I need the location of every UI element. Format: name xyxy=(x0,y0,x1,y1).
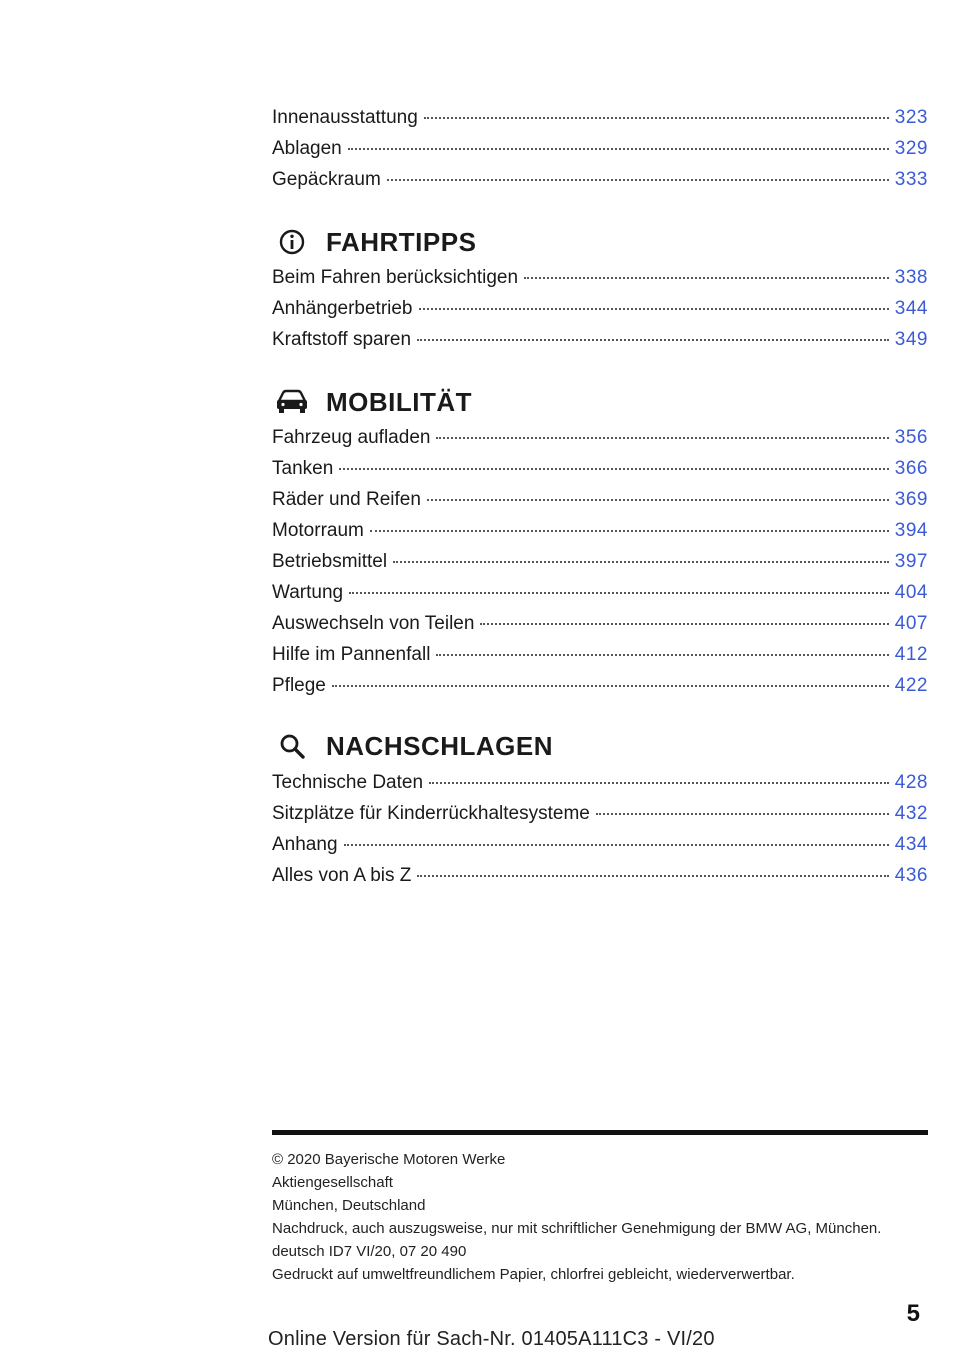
leader-dots xyxy=(419,308,889,310)
leader-dots xyxy=(417,875,888,877)
section-title: MOBILITÄT xyxy=(326,386,473,417)
toc-entry-page-link[interactable]: 333 xyxy=(894,169,928,190)
toc-entry-page-link[interactable]: 344 xyxy=(894,298,928,319)
toc-entry[interactable] xyxy=(272,324,928,355)
toc-section-fahrtipps xyxy=(272,262,928,355)
leader-dots xyxy=(387,179,889,181)
toc-entry-page-link[interactable]: 356 xyxy=(894,427,928,448)
toc-entry-page-link[interactable]: 404 xyxy=(894,582,928,603)
leader-dots xyxy=(429,782,889,784)
section-title: FAHRTIPPS xyxy=(326,226,477,257)
imprint-line: Gedruckt auf umweltfreundlichem Papier, chlorfrei gebleicht, wiederverwertbar. xyxy=(272,1266,795,1283)
toc-entry[interactable] xyxy=(272,262,928,293)
toc-entry-label: Sitzplätze für Kinderrückhaltesysteme xyxy=(272,803,590,824)
imprint xyxy=(272,1148,928,1286)
toc-entry-page-link[interactable]: 436 xyxy=(894,865,928,886)
toc-entry[interactable] xyxy=(272,102,928,133)
toc-entry-label: Betriebsmittel xyxy=(272,551,388,572)
toc-entry[interactable] xyxy=(272,164,928,195)
leader-dots xyxy=(480,623,888,625)
section-heading-fahrtipps xyxy=(272,222,476,262)
toc-top xyxy=(272,102,928,195)
imprint-line: Aktiengesellschaft xyxy=(272,1174,393,1191)
toc-entry-label: Motorraum xyxy=(272,520,364,541)
toc-entry[interactable] xyxy=(272,829,928,860)
toc-entry-label: Tanken xyxy=(272,458,334,479)
search-icon xyxy=(272,726,312,766)
toc-entry-page-link[interactable]: 338 xyxy=(894,267,928,288)
toc-entry-page-link[interactable]: 323 xyxy=(894,107,928,128)
section-heading-mobilitaet xyxy=(272,382,472,422)
toc-entry-page-link[interactable]: 366 xyxy=(894,458,928,479)
toc-entry-page-link[interactable]: 329 xyxy=(894,138,928,159)
section-title: NACHSCHLAGEN xyxy=(326,730,553,761)
leader-dots xyxy=(524,277,889,279)
toc-entry-page-link[interactable]: 434 xyxy=(894,834,928,855)
toc-entry-label: Räder und Reifen xyxy=(272,489,421,510)
toc-entry-page-link[interactable]: 349 xyxy=(894,329,928,350)
toc-entry-label: Ablagen xyxy=(272,138,342,159)
leader-dots xyxy=(393,561,889,563)
toc-entry-page-link[interactable]: 428 xyxy=(894,772,928,793)
footer-version: Online Version für Sach-Nr. 01405A111C3 - VI/20 xyxy=(268,1328,715,1350)
toc-entry[interactable] xyxy=(272,293,928,324)
toc-entry-label: Technische Daten xyxy=(272,772,424,793)
toc-entry-label: Fahrzeug aufladen xyxy=(272,427,431,448)
toc-entry-label: Anhang xyxy=(272,834,338,855)
toc-entry[interactable] xyxy=(272,422,928,453)
leader-dots xyxy=(344,844,889,846)
toc-entry-label: Beim Fahren berücksichtigen xyxy=(272,267,519,288)
info-circle-icon xyxy=(272,222,312,262)
toc-entry-page-link[interactable]: 407 xyxy=(894,613,928,634)
imprint-divider xyxy=(272,1130,928,1135)
toc-entry[interactable] xyxy=(272,767,928,798)
leader-dots xyxy=(370,530,889,532)
toc-section-nachschlagen xyxy=(272,767,928,891)
imprint-line: Nachdruck, auch auszugsweise, nur mit schriftlicher Genehmigung der BMW AG, München. xyxy=(272,1220,882,1237)
toc-entry-label: Alles von A bis Z xyxy=(272,865,412,886)
section-heading-nachschlagen xyxy=(272,726,553,766)
toc-entry-page-link[interactable]: 432 xyxy=(894,803,928,824)
imprint-line: © 2020 Bayerische Motoren Werke xyxy=(272,1151,506,1168)
toc-entry-page-link[interactable]: 397 xyxy=(894,551,928,572)
leader-dots xyxy=(332,685,889,687)
toc-entry-label: Gepäckraum xyxy=(272,169,381,190)
imprint-line: deutsch ID7 VI/20, 07 20 490 xyxy=(272,1243,467,1260)
toc-entry[interactable] xyxy=(272,577,928,608)
toc-entry[interactable] xyxy=(272,608,928,639)
toc-entry-page-link[interactable]: 369 xyxy=(894,489,928,510)
toc-entry-page-link[interactable]: 394 xyxy=(894,520,928,541)
toc-entry[interactable] xyxy=(272,798,928,829)
toc-entry[interactable] xyxy=(272,860,928,891)
toc-entry-label: Wartung xyxy=(272,582,344,603)
toc-entry-label: Kraftstoff sparen xyxy=(272,329,412,350)
toc-entry-page-link[interactable]: 412 xyxy=(894,644,928,665)
toc-entry[interactable] xyxy=(272,639,928,670)
toc-section-mobilitaet xyxy=(272,422,928,701)
toc-entry[interactable] xyxy=(272,133,928,164)
leader-dots xyxy=(348,148,889,150)
toc-entry[interactable] xyxy=(272,484,928,515)
toc-entry-label: Anhängerbetrieb xyxy=(272,298,413,319)
leader-dots xyxy=(349,592,889,594)
imprint-line: München, Deutschland xyxy=(272,1197,426,1214)
toc-entry-label: Innenausstattung xyxy=(272,107,418,128)
toc-entry-label: Pflege xyxy=(272,675,326,696)
toc-entry[interactable] xyxy=(272,453,928,484)
toc-entry-page-link[interactable]: 422 xyxy=(894,675,928,696)
page-number: 5 xyxy=(906,1300,920,1327)
toc-entry[interactable] xyxy=(272,515,928,546)
car-icon xyxy=(272,382,312,422)
leader-dots xyxy=(427,499,889,501)
leader-dots xyxy=(417,339,889,341)
toc-entry[interactable] xyxy=(272,546,928,577)
toc-entry-label: Hilfe im Pannenfall xyxy=(272,644,431,665)
leader-dots xyxy=(436,437,888,439)
toc-entry[interactable] xyxy=(272,670,928,701)
leader-dots xyxy=(339,468,889,470)
leader-dots xyxy=(424,117,889,119)
leader-dots xyxy=(436,654,888,656)
leader-dots xyxy=(596,813,889,815)
toc-entry-label: Auswechseln von Teilen xyxy=(272,613,475,634)
